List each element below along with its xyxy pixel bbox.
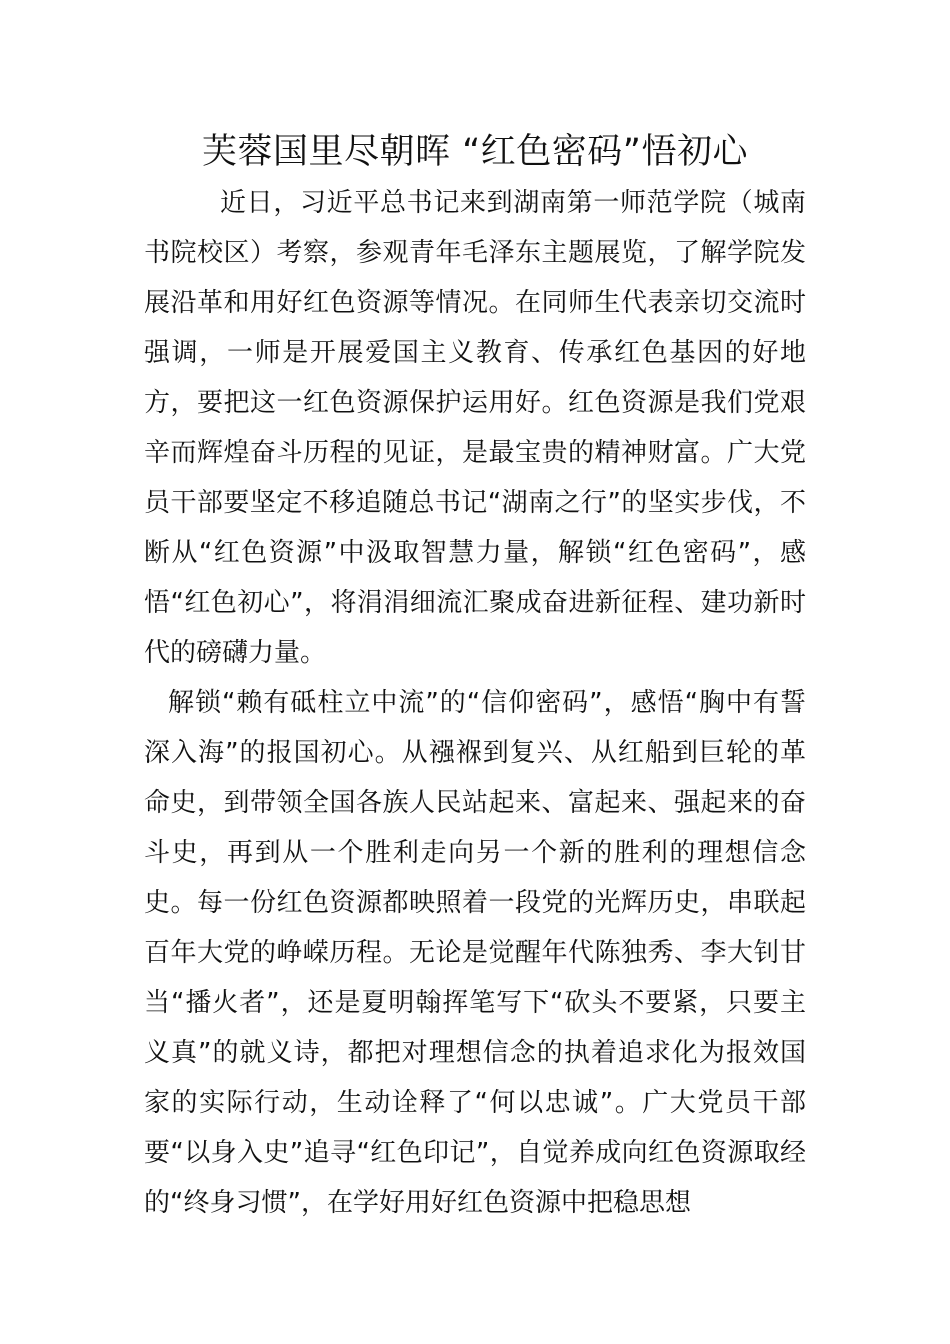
paragraph-1: 近日，习近平总书记来到湖南第一师范学院（城南书院校区）考察，参观青年毛泽东主题展览，了解学院发展沿革和用好红色资源等情况。在同师生代表亲切交流时强调，一师是开展爱国主义教育、传承红色基因的好地方，要把这一红色资源保护运用好。红色资源是我们党艰辛而辉煌奋斗历程的见证，是最宝贵的精神财富。广大党员干部要坚定不移追随总书记“湖南之行”的坚实步伐，不断从“红色资源”中汲取智慧力量，解锁“红色密码”，感悟“红色初心”，将涓涓细流汇聚成奋进新征程、建功新时代的磅礴力量。 [144, 188, 806, 668]
document-body [144, 178, 806, 1228]
document-title: 芙蓉国里尽朝晖 “红色密码”悟初心 [202, 132, 748, 172]
paragraph-2: 解锁“赖有砥柱立中流”的“信仰密码”，感悟“胸中有誓深入海”的报国初心。从襁褓到复兴、从红船到巨轮的革命史，到带领全国各族人民站起来、富起来、强起来的奋斗史，再到从一个胜利走向另一个新的胜利的理想信念史。每一份红色资源都映照着一段党的光辉历史，串联起百年大党的峥嵘历程。无论是觉醒年代陈独秀、李大钊甘当“播火者”，还是夏明翰挥笔写下“砍头不要紧，只要主义真”的就义诗，都把对理想信念的执着追求化为报效国家的实际行动，生动诠释了“何以忠诚”。广大党员干部要“以身入史”追寻“红色印记”，自觉养成向红色资源取经的“终身习惯”，在学好用好红色资源中把稳思想 [144, 688, 806, 1218]
